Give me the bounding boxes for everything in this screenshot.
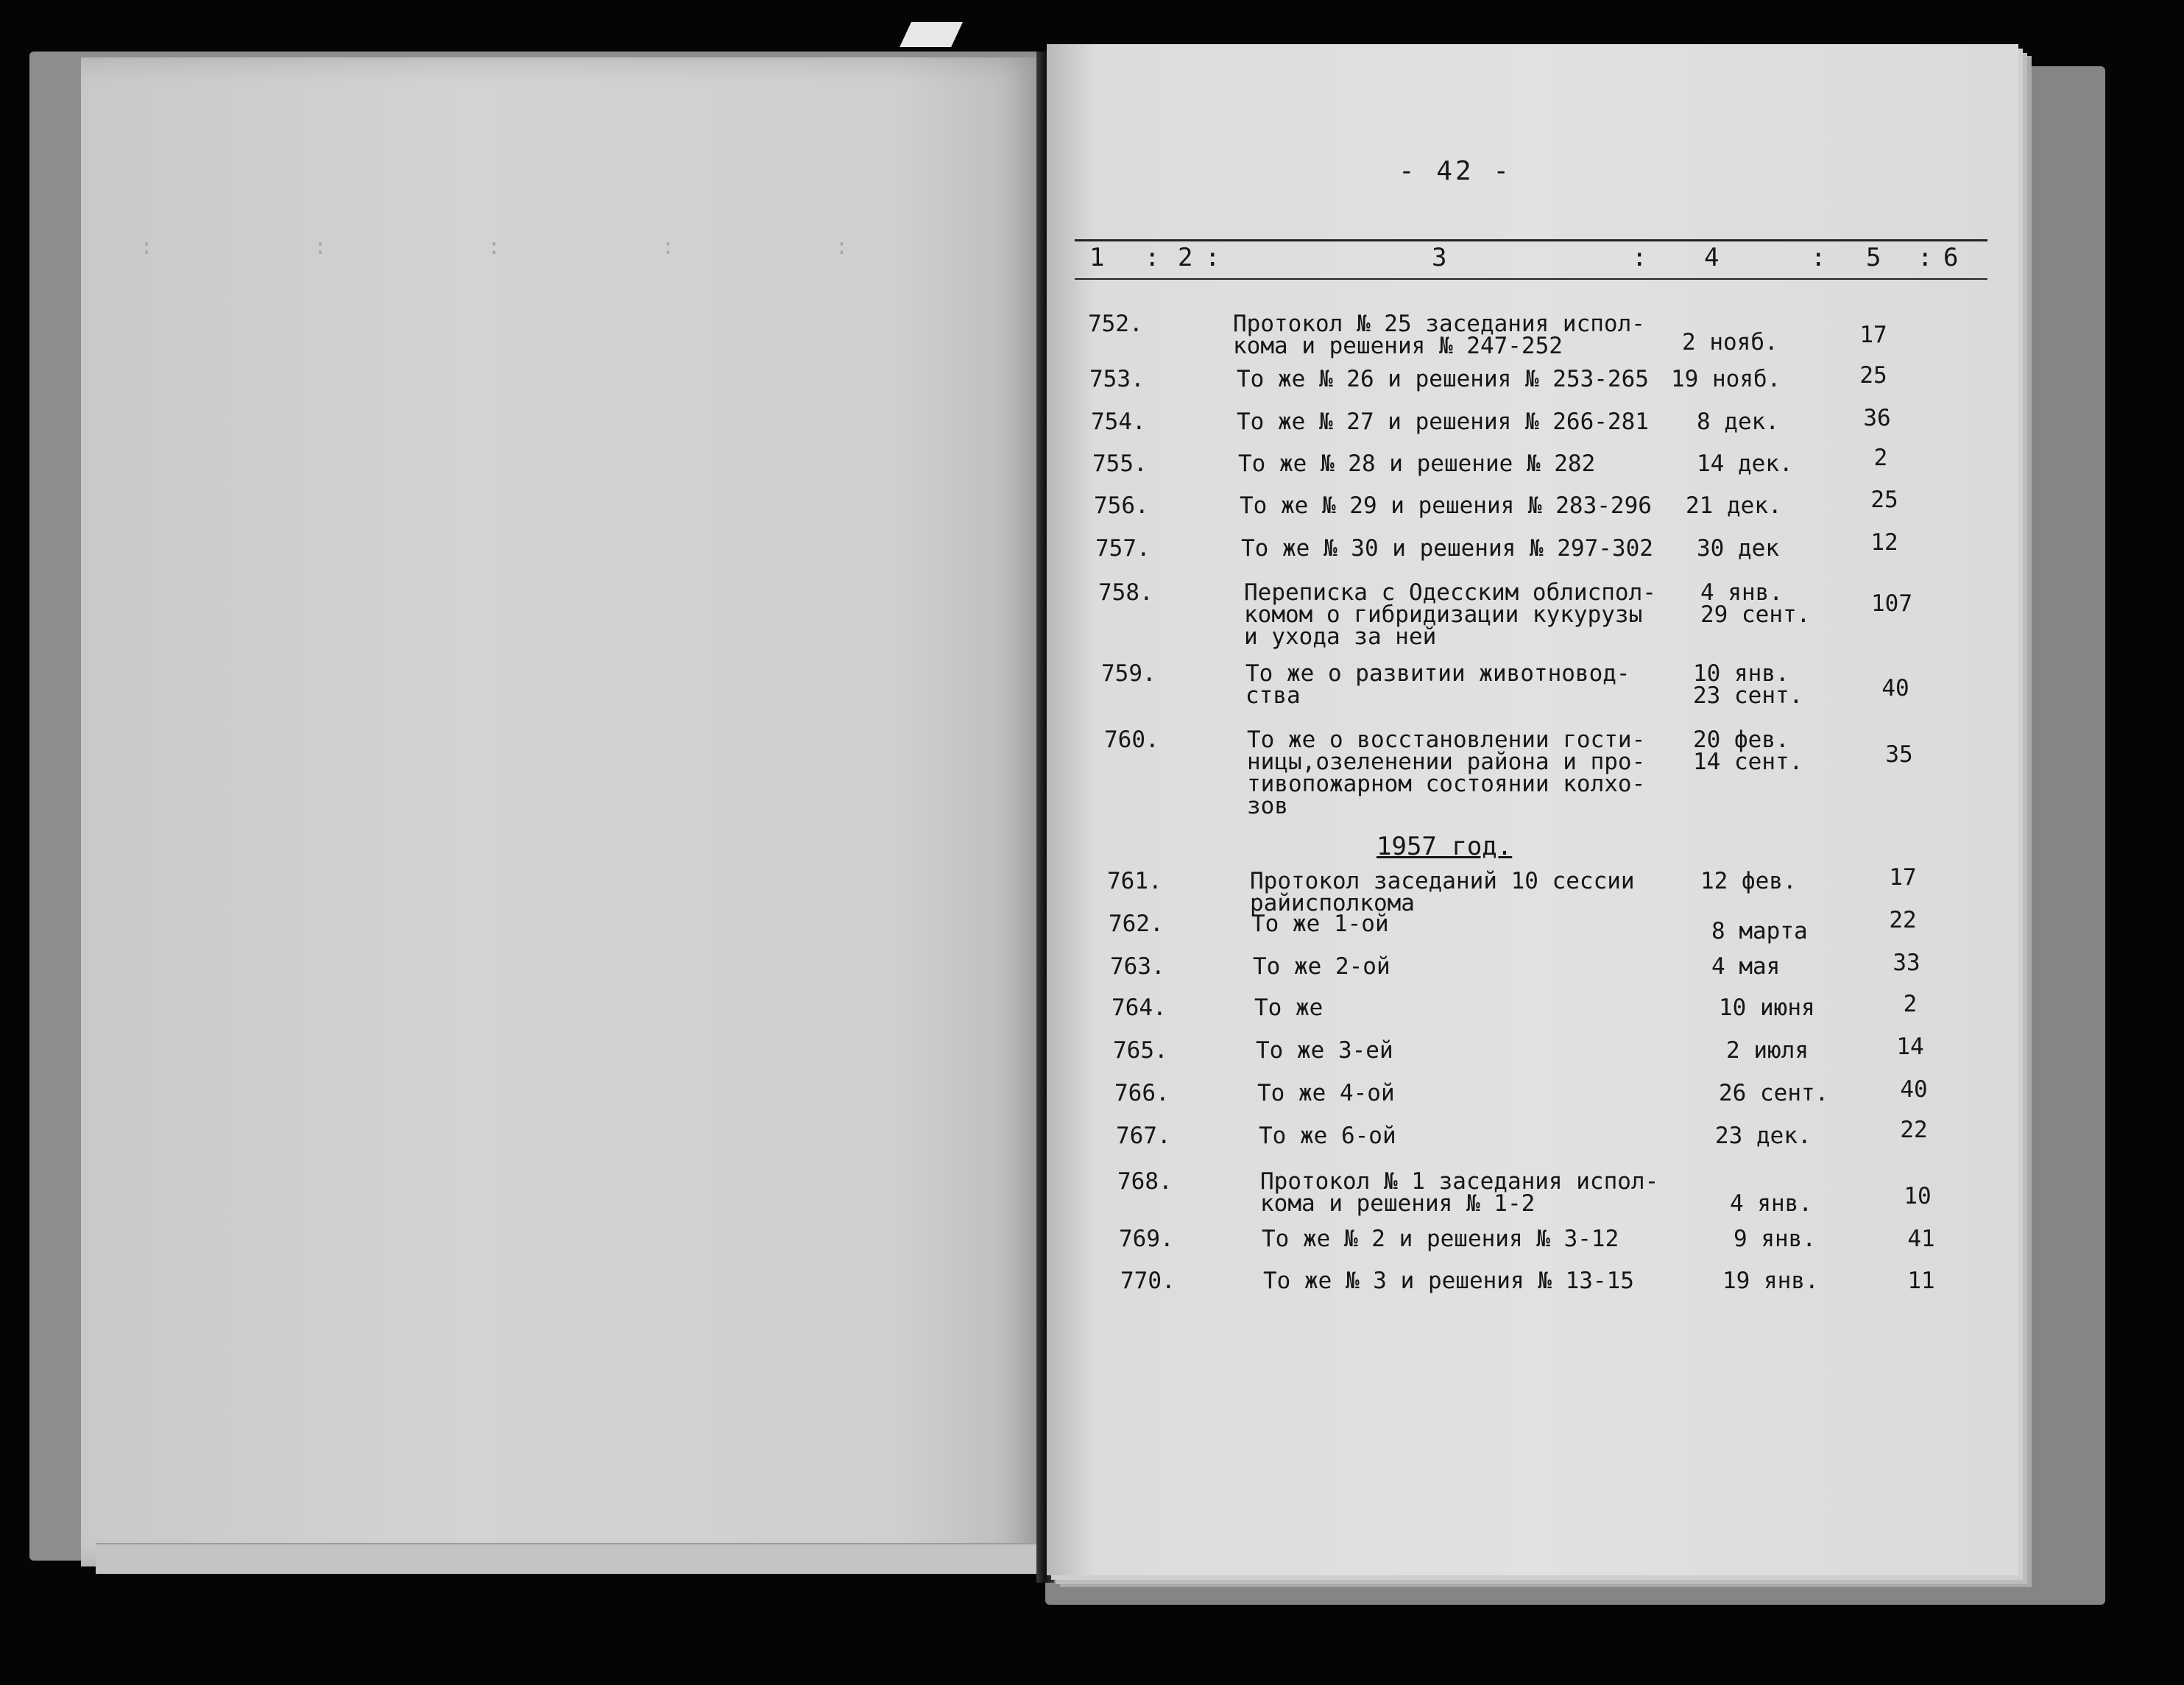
row-description: То же 3-ей <box>1256 1037 1393 1064</box>
row-number: 752. <box>1088 311 1143 337</box>
row-sheet-count: 17 <box>1889 864 1917 891</box>
row-sheet-count: 25 <box>1870 487 1898 513</box>
header-col-6: 6 <box>1943 243 1959 272</box>
row-date: 21 дек. <box>1686 492 1782 519</box>
row-date: 4 янв. 29 сент. <box>1700 579 1811 628</box>
row-number: 769. <box>1119 1226 1174 1252</box>
row-description: То же о развитии животновод- ства <box>1245 660 1630 709</box>
header-col-2: 2 <box>1178 243 1193 272</box>
row-sheet-count: 40 <box>1881 675 1909 702</box>
row-description: Переписка с Одесским облиспол- комом о гибридизации кукурузы и ухода за ней <box>1244 579 1656 650</box>
row-number: 755. <box>1092 451 1148 477</box>
row-date: 10 июня <box>1719 995 1815 1021</box>
row-sheet-count: 10 <box>1904 1183 1932 1209</box>
row-number: 759. <box>1101 660 1156 687</box>
header-col-4: 4 <box>1704 243 1720 272</box>
header-col-5: 5 <box>1866 243 1881 272</box>
row-date: 12 фев. <box>1700 868 1797 894</box>
row-sheet-count: 2 <box>1903 991 1918 1017</box>
row-number: 764. <box>1112 995 1167 1021</box>
row-description: То же № 28 и решение № 282 <box>1238 451 1596 477</box>
row-sheet-count: 12 <box>1870 529 1898 556</box>
header-separator: : <box>1145 243 1160 272</box>
header-separator: : <box>1632 243 1647 272</box>
row-date: 2 июля <box>1726 1037 1809 1064</box>
row-description: То же 2-ой <box>1253 953 1390 980</box>
year-heading: 1957 год. <box>1377 832 1513 861</box>
row-description: То же № 3 и решения № 13-15 <box>1263 1268 1634 1294</box>
header-col-1: 1 <box>1089 243 1105 272</box>
header-top-rule <box>1075 239 1987 241</box>
row-description: Протокол заседаний 10 сессии райисполкома <box>1250 868 1635 916</box>
left-blank-page <box>81 57 1045 1566</box>
row-sheet-count: 2 <box>1873 445 1888 471</box>
row-number: 758. <box>1098 579 1153 606</box>
row-date: 8 марта <box>1711 918 1808 944</box>
header-col-3: 3 <box>1432 243 1447 272</box>
paper-tab <box>900 22 963 47</box>
row-sheet-count: 33 <box>1893 950 1920 976</box>
row-number: 770. <box>1120 1268 1176 1294</box>
row-date: 14 дек. <box>1697 451 1793 477</box>
row-date: 2 нояб. <box>1682 329 1778 356</box>
row-number: 757. <box>1095 535 1151 562</box>
row-description: То же <box>1254 995 1324 1021</box>
header-separator: : <box>1205 243 1220 272</box>
row-date: 20 фев. 14 сент. <box>1693 727 1803 775</box>
row-description: То же 4-ой <box>1257 1080 1395 1106</box>
row-date: 19 нояб. <box>1671 366 1781 392</box>
left-page-faint-marks: : : : : : <box>140 234 922 260</box>
row-description: То же № 30 и решения № 297-302 <box>1241 535 1653 562</box>
header-bottom-rule <box>1075 278 1987 280</box>
row-number: 766. <box>1114 1080 1170 1106</box>
row-date: 8 дек. <box>1697 409 1779 435</box>
row-number: 754. <box>1091 409 1146 435</box>
row-date: 26 сент. <box>1719 1080 1829 1106</box>
row-sheet-count: 36 <box>1863 405 1891 431</box>
row-description: То же 1-ой <box>1251 911 1389 937</box>
row-sheet-count: 40 <box>1900 1076 1928 1103</box>
row-number: 767. <box>1116 1123 1171 1149</box>
row-sheet-count: 41 <box>1907 1226 1935 1252</box>
row-sheet-count: 22 <box>1889 907 1917 933</box>
header-separator: : <box>1918 243 1933 272</box>
row-sheet-count: 25 <box>1859 362 1887 389</box>
row-description: То же № 29 и решения № 283-296 <box>1240 492 1652 519</box>
row-sheet-count: 107 <box>1871 590 1912 617</box>
row-date: 9 янв. <box>1734 1226 1816 1252</box>
row-date: 23 дек. <box>1715 1123 1812 1149</box>
row-date: 4 янв. <box>1730 1190 1812 1217</box>
row-date: 30 дек <box>1697 535 1779 562</box>
row-description: Протокол № 1 заседания испол- кома и решения № 1-2 <box>1260 1168 1659 1217</box>
row-sheet-count: 11 <box>1907 1268 1935 1294</box>
row-number: 760. <box>1104 727 1159 753</box>
row-description: То же № 26 и решения № 253-265 <box>1237 366 1649 392</box>
row-sheet-count: 14 <box>1896 1034 1924 1060</box>
left-page-edge <box>96 1543 1045 1574</box>
row-number: 762. <box>1109 911 1164 937</box>
row-description: То же № 27 и решения № 266-281 <box>1237 409 1649 435</box>
row-number: 753. <box>1089 366 1145 392</box>
header-separator: : <box>1811 243 1826 272</box>
row-description: То же о восстановлении гости- ницы,озеленении района и про- тивопожарном состоянии колхо- зов <box>1247 727 1646 819</box>
row-number: 765. <box>1113 1037 1168 1064</box>
row-number: 763. <box>1110 953 1165 980</box>
row-sheet-count: 35 <box>1885 741 1913 768</box>
page-number: - 42 - <box>1399 156 1513 186</box>
row-number: 761. <box>1107 868 1162 894</box>
row-number: 756. <box>1094 492 1149 519</box>
row-sheet-count: 22 <box>1900 1117 1928 1143</box>
row-description: Протокол № 25 заседания испол- кома и решения № 247-252 <box>1233 311 1645 359</box>
row-description: То же 6-ой <box>1259 1123 1396 1149</box>
row-date: 19 янв. <box>1722 1268 1819 1294</box>
row-date: 4 мая <box>1711 953 1781 980</box>
row-sheet-count: 17 <box>1859 322 1887 348</box>
row-description: То же № 2 и решения № 3-12 <box>1262 1226 1619 1252</box>
row-date: 10 янв. 23 сент. <box>1693 660 1803 709</box>
row-number: 768. <box>1117 1168 1173 1195</box>
